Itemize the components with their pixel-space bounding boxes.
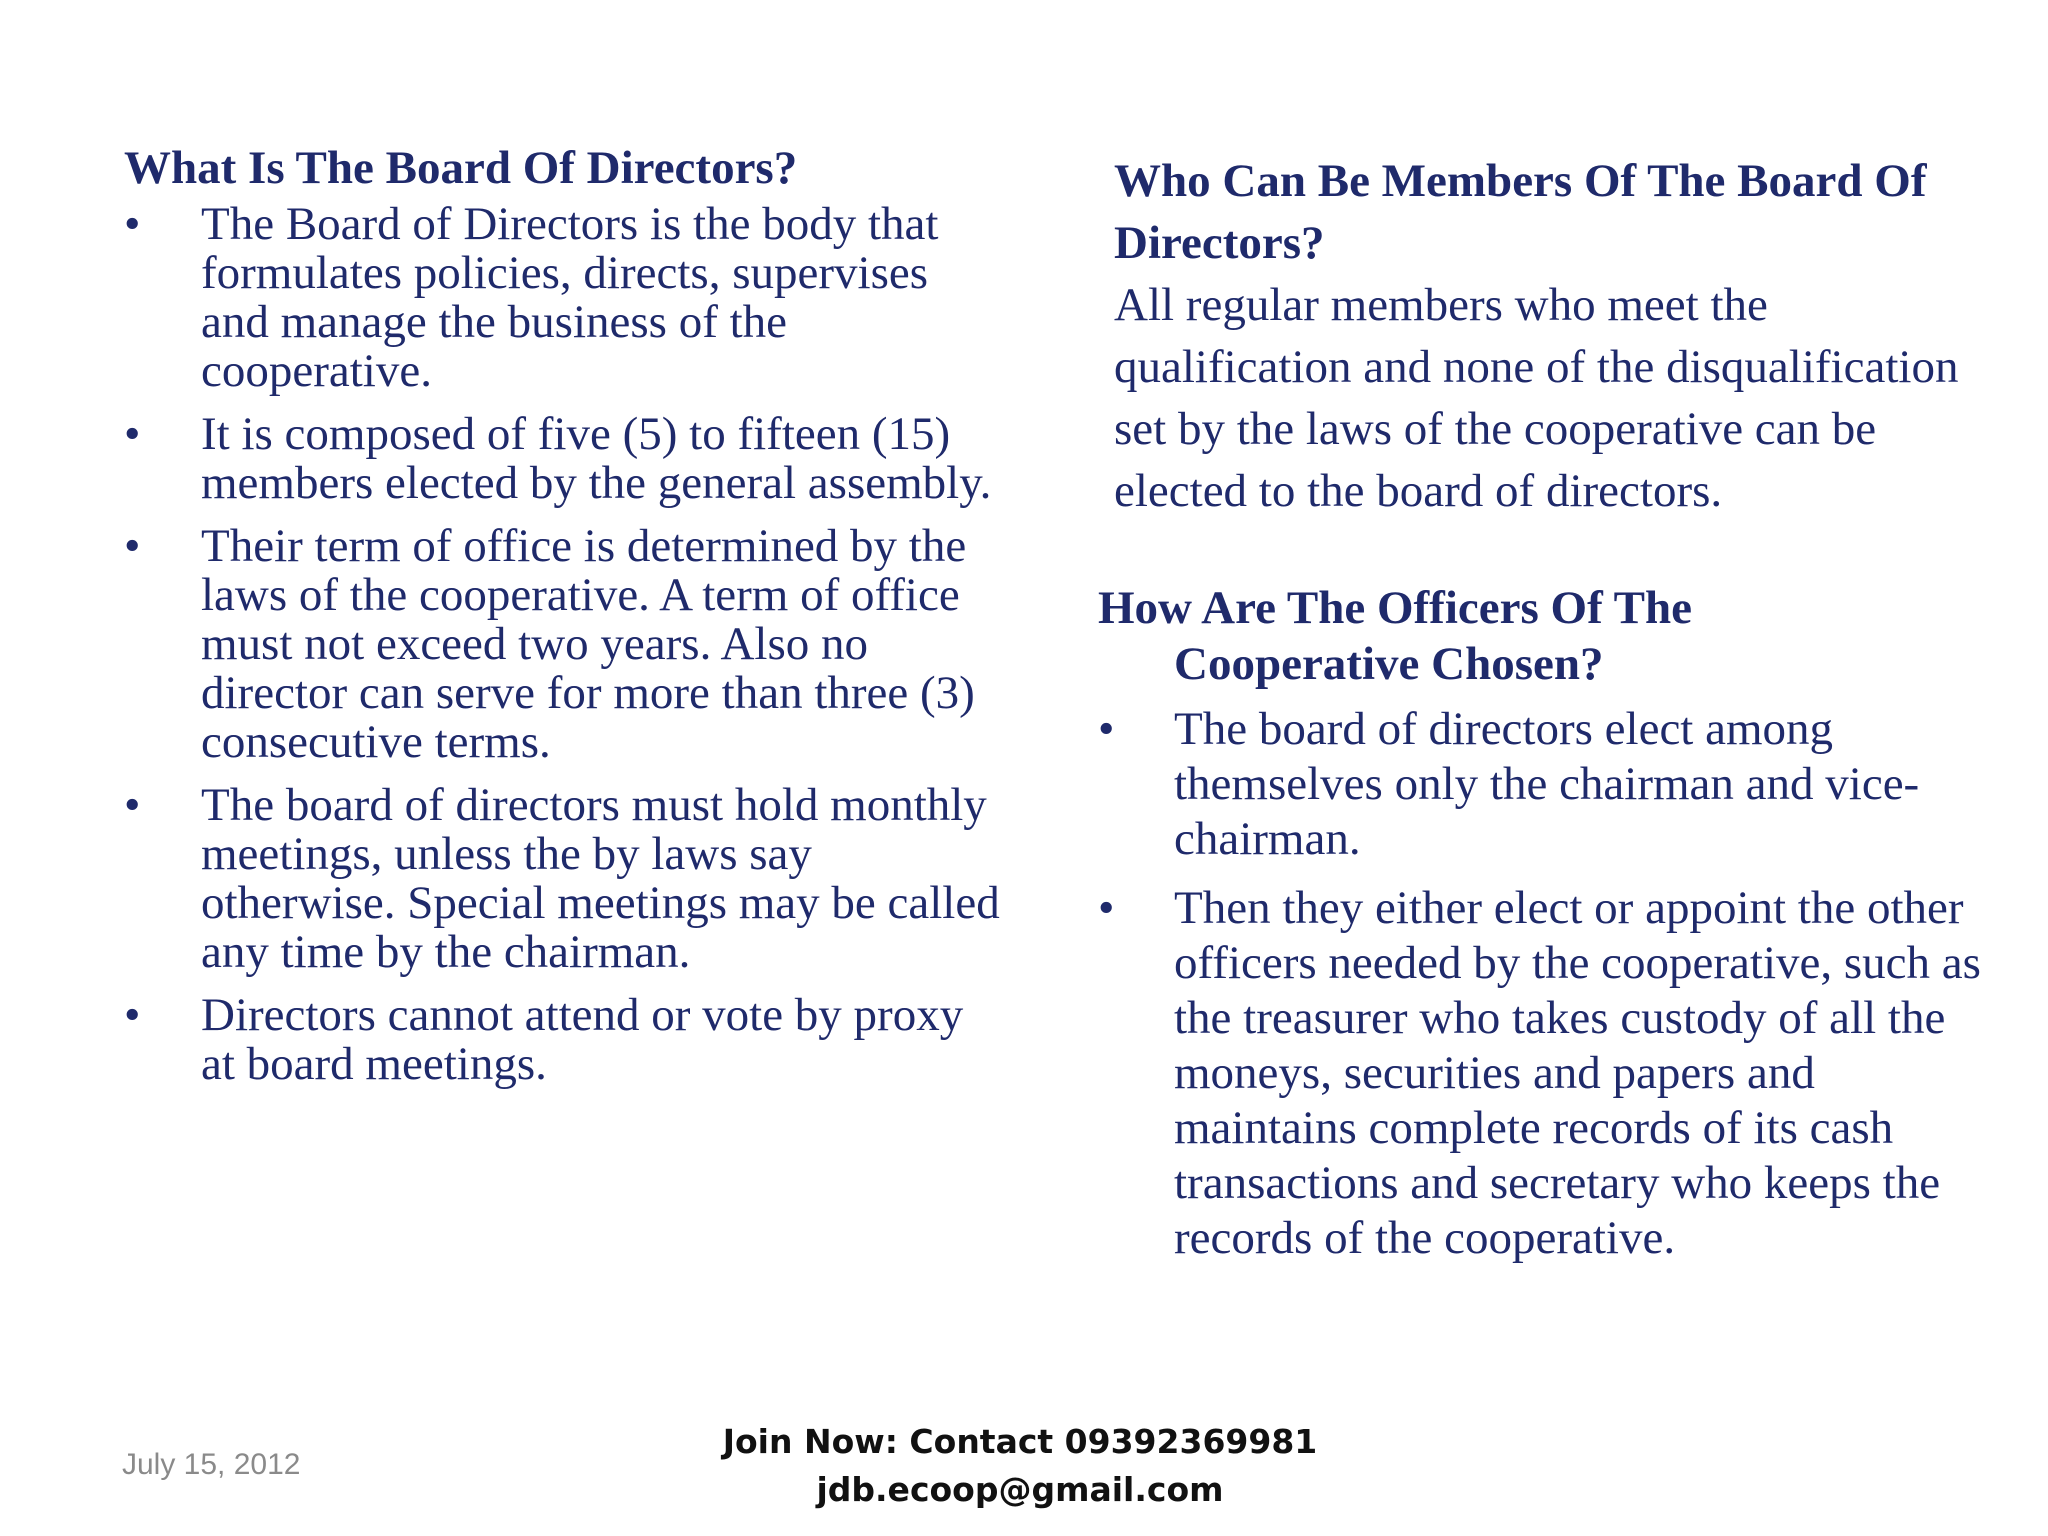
- board-members-answer: All regular members who meet the qualification and none of the disqualification set by the laws of the cooperative can be elected to the board of directors.: [1114, 279, 1959, 517]
- bullet-icon: •: [124, 198, 141, 250]
- officers-heading-line1: How Are The Officers Of The: [1098, 582, 1692, 634]
- list-item: [124, 522, 1004, 767]
- bullet-icon: •: [1098, 882, 1115, 934]
- list-item-text: Their term of office is determined by the laws of the cooperative. A term of office must not exceed two years. Also no director can serve for more than three (3) consecutive terms.: [201, 520, 975, 768]
- bullet-icon: •: [124, 779, 141, 831]
- footer-contact: [700, 1418, 1340, 1514]
- board-of-directors-heading: What Is The Board Of Directors?: [124, 142, 798, 194]
- contact-phone: Join Now: Contact 09392369981: [722, 1422, 1318, 1461]
- list-item: [124, 781, 1004, 977]
- list-item: [124, 410, 1004, 508]
- officers-list: [1098, 702, 1998, 1266]
- bullet-icon: •: [124, 989, 141, 1041]
- list-item: [124, 200, 1004, 396]
- contact-email: jdb.ecoop@gmail.com: [816, 1470, 1224, 1509]
- list-item: [124, 991, 1004, 1089]
- left-column: [124, 138, 1004, 1103]
- right-column: [1098, 150, 1998, 1280]
- list-item-text: It is composed of five (5) to fifteen (15) members elected by the general assembly.: [201, 408, 992, 509]
- officers-heading: [1098, 580, 1998, 692]
- list-item-text: The Board of Directors is the body that formulates policies, directs, supervises and manage the business of the cooperative.: [201, 198, 939, 397]
- officers-heading-line2: Cooperative Chosen?: [1174, 638, 1604, 690]
- list-item: [1098, 881, 1998, 1266]
- bullet-icon: •: [1098, 703, 1115, 755]
- bullet-icon: •: [124, 408, 141, 460]
- board-of-directors-list: [124, 200, 1004, 1089]
- footer-date: July 15, 2012: [122, 1448, 301, 1481]
- list-item-text: Directors cannot attend or vote by proxy at board meetings.: [201, 989, 964, 1090]
- list-item-text: The board of directors elect among themselves only the chairman and vice- chairman.: [1174, 703, 1920, 865]
- bullet-icon: •: [124, 520, 141, 572]
- list-item: [1098, 702, 1998, 867]
- list-item-text: Then they either elect or appoint the other officers needed by the cooperative, such as the treasurer who takes custody of all the moneys, securities and papers and maintains complete records of its cash transactions and secretary who keeps the records of the cooperative.: [1174, 882, 1981, 1264]
- list-item-text: The board of directors must hold monthly meetings, unless the by laws say otherwise. Special meetings may be called any time by the chairman.: [201, 779, 1000, 978]
- board-members-heading: Who Can Be Members Of The Board Of Directors?: [1114, 155, 1927, 269]
